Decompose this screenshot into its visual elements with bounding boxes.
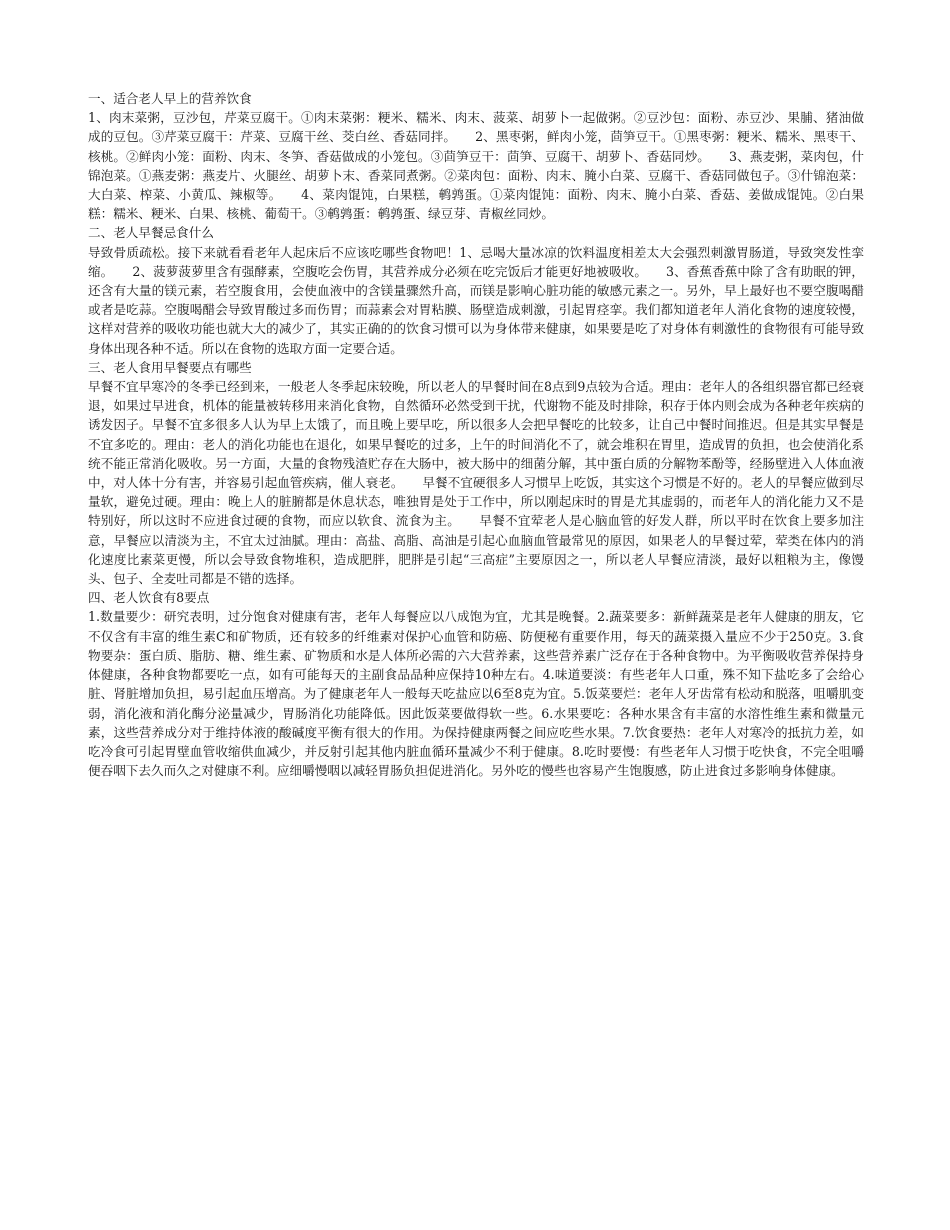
section-heading: 二、老人早餐忌食什么 [88,225,214,241]
section-paragraph: 早餐不宜早寒冷的冬季已经到来，一般老人冬季起床较晚，所以老人的早餐时间在8点到9点较为合适。理由：老年人的各组织器官都已经衰退，如果过早进食，机体的能量被转移用来消化食物，自然循环必然受到干扰，代谢物不能及时排除，积存于体内则会成为各种老年疾病的诱发因子。早餐不宜多很多人认为早上太饿了，而且晚上要早吃，所以很多人会把早餐吃的比较多，让自己中餐时间推迟。但是其实早餐是不宜多吃的。理由：老人的消化功能也在退化，如果早餐吃的过多，上午的时间消化不了，就会堆积在胃里，造成胃的负担，也会使消化系统不能正常消化吸收。另一方面，大量的食物残渣贮存在大肠中，被大肠中的细菌分解，其中蛋白质的分解物苯酚等，经肠壁进入人体血液中，对人体十分有害，并容易引起血管疾病，催人衰老。 早餐不宜硬很多人习惯早上吃饭，其实这个习惯是不好的。老人的早餐应做到尽量软，避免过硬。理由：晚上人的脏腑都是休息状态，唯独胃是处于工作中，所以刚起床时的胃是尤其虚弱的，而老年人的消化能力又不是特别好，所以这时不应进食过硬的食物，而应以软食、流食为主。 早餐不宜荤老人是心脑血管的好发人群，所以平时在饮食上要多加注意，早餐应以清淡为主，不宜太过油腻。理由：高盐、高脂、高油是引起心血脑血管最常见的原因，如果老人的早餐过荤，荤类在体内的消化速度比素菜更慢，所以会导致食物堆积，造成肥胖，肥胖是引起“三高症”主要原因之一，所以老人早餐应清淡，最好以粗粮为主，像馒头、包子、全麦吐司都是不错的选择。 [88,379,864,587]
section-breakfast-taboos [88,223,864,357]
section-paragraph: 1.数量要少：研究表明，过分饱食对健康有害，老年人每餐应以八成饱为宜，尤其是晚餐。2.蔬菜要多：新鲜蔬菜是老年人健康的朋友，它不仅含有丰富的维生素C和矿物质，还有较多的纤维素对保护心血管和防癌、防便秘有重要作用，每天的蔬菜摄入量应不少于250克。3.食物要杂：蛋白质、脂肪、糖、维生素、矿物质和水是人体所必需的六大营养素，这些营养素广泛存在于各种食物中。为平衡吸收营养保持身体健康，各种食物都要吃一点，如有可能每天的主副食品品种应保持10种左右。4.味道要淡：有些老年人口重，殊不知下盐吃多了会给心脏、肾脏增加负担，易引起血压增高。为了健康老年人一般每天吃盐应以6至8克为宜。5.饭菜要烂：老年人牙齿常有松动和脱落，咀嚼肌变弱，消化液和消化酶分泌量减少，胃肠消化功能降低。因此饭菜要做得软一些。6.水果要吃：各种水果含有丰富的水溶性维生素和微量元素，这些营养成分对于维持体液的酸碱度平衡有很大的作用。为保持健康两餐之间应吃些水果。7.饮食要热：老年人对寒冷的抵抗力差，如吃冷食可引起胃壁血管收缩供血减少，并反射引起其他内脏血循环量减少不利于健康。8.吃时要慢：有些老年人习惯于吃快食，不完全咀嚼便吞咽下去久而久之对健康不利。应细嚼慢咽以减轻胃肠负担促进消化。另外吃的慢些也容易产生饱腹感，防止进食过多影响身体健康。 [88,609,864,779]
section-heading: 三、老人食用早餐要点有哪些 [88,359,252,375]
section-paragraph: 导致骨质疏松。接下来就看看老年人起床后不应该吃哪些食物吧！1、忌喝大量冰凉的饮料温度相差太大会强烈刺激胃肠道，导致突发性挛缩。 2、菠萝菠萝里含有强酵素，空腹吃会伤胃，其营养成分必须在吃完饭后才能更好地被吸收。 3、香蕉香蕉中除了含有助眠的钾，还含有大量的镁元素，若空腹食用，会使血液中的含镁量骤然升高，而镁是影响心脏功能的敏感元素之一。另外，早上最好也不要空腹喝醋或者是吃蒜。空腹喝醋会导致胃酸过多而伤胃；而蒜素会对胃粘膜、肠壁造成刺激，引起胃痉挛。我们都知道老年人消化食物的速度较慢，这样对营养的吸收功能也就大大的减少了，其实正确的的饮食习惯可以为身体带来健康，如果要是吃了对身体有刺激性的食物很有可能导致身体出现各种不适。所以在食物的选取方面一定要合适。 [88,244,864,356]
section-paragraph: 1、肉末菜粥，豆沙包，芹菜豆腐干。①肉末菜粥：粳米、糯米、肉末、菠菜、胡萝卜一起做粥。②豆沙包：面粉、赤豆沙、果脯、猪油做成的豆包。③芹菜豆腐干：芹菜、豆腐干丝、茭白丝、香菇同拌。 2、黑枣粥，鲜肉小笼，茴笋豆干。①黑枣粥：粳米、糯米、黑枣干、核桃。②鲜肉小笼：面粉、肉末、冬笋、香菇做成的小笼包。③茴笋豆干：茴笋、豆腐干、胡萝卜、香菇同炒。 3、燕麦粥，菜肉包，什锦泡菜。①燕麦粥：燕麦片、火腿丝、胡萝卜末、香菜同煮粥。②菜肉包：面粉、肉末、腌小白菜、豆腐干、香菇同做包子。③什锦泡菜：大白菜、榨菜、小黄瓜、辣椒等。 4、菜肉馄饨，白果糕，鹌鹑蛋。①菜肉馄饨：面粉、肉末、腌小白菜、香菇、姜做成馄饨。②白果糕：糯米、粳米、白果、核桃、葡萄干。③鹌鹑蛋：鹌鹑蛋、绿豆芽、青椒丝同炒。 [88,110,864,222]
section-heading: 一、适合老人早上的营养饮食 [88,91,252,106]
document-body [88,89,864,780]
section-breakfast-key-points [88,358,864,588]
section-eight-diet-points [88,588,864,780]
section-heading: 四、老人饮食有8要点 [88,590,210,606]
section-breakfast-nutrition [88,89,864,223]
